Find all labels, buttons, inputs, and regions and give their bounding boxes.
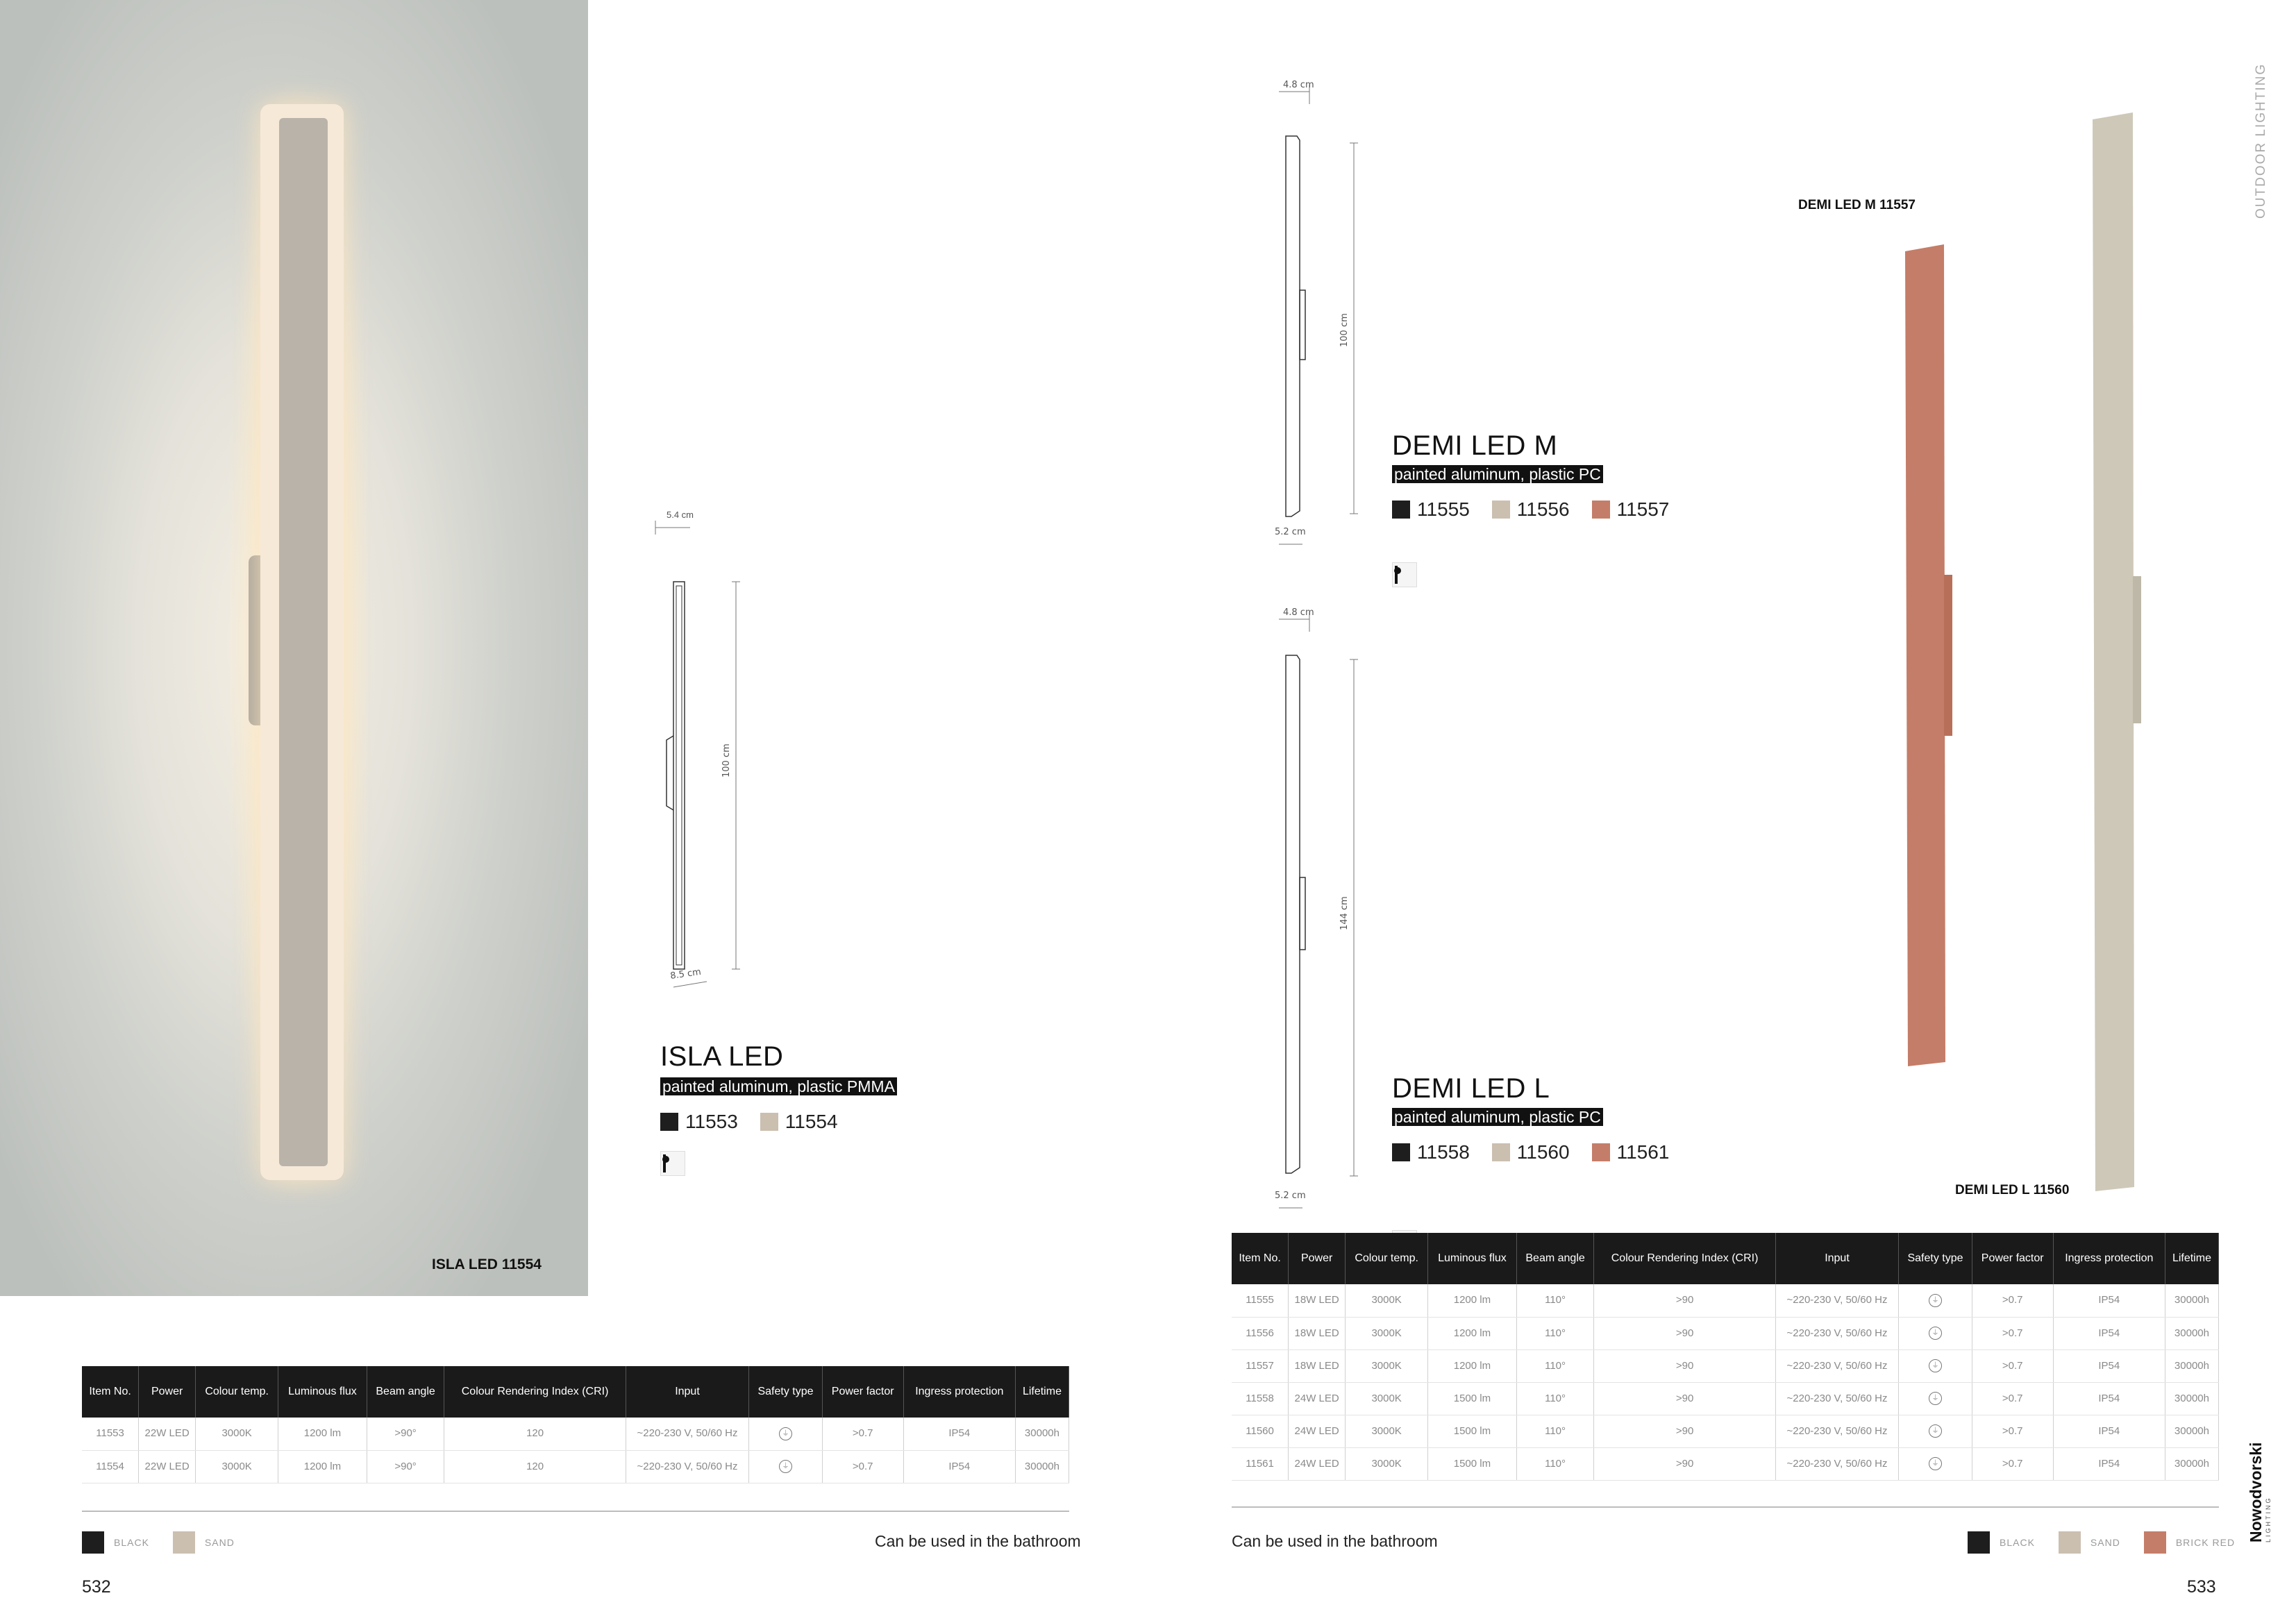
cell: 22W LED <box>139 1450 196 1483</box>
legend-item <box>82 1531 149 1554</box>
cell: >0.7 <box>1972 1284 2053 1317</box>
cell: 1500 lm <box>1428 1415 1517 1447</box>
cell: 3000K <box>1346 1382 1428 1415</box>
cell: ~220-230 V, 50/60 Hz <box>626 1418 749 1450</box>
header-cell: Power <box>1289 1233 1346 1284</box>
cell: 18W LED <box>1289 1349 1346 1382</box>
legend-item <box>2059 1531 2120 1554</box>
demi-m-material: painted aluminum, plastic PC <box>1392 465 1603 483</box>
product-photo-isla <box>0 0 588 1296</box>
variant-code: 11557 <box>1616 498 1670 520</box>
swatch-brick-red <box>2144 1531 2166 1554</box>
demi-l-material: painted aluminum, plastic PC <box>1392 1108 1603 1126</box>
cell: IP54 <box>903 1450 1015 1483</box>
cell: 30000h <box>2165 1447 2218 1480</box>
header-cell: Luminous flux <box>1428 1233 1517 1284</box>
swatch-brick-red <box>1592 1143 1610 1161</box>
cell: 1500 lm <box>1428 1447 1517 1480</box>
header-cell: Input <box>626 1366 749 1418</box>
cell: 24W LED <box>1289 1447 1346 1480</box>
cell: 30000h <box>2165 1317 2218 1349</box>
variant-11561 <box>1592 1141 1670 1163</box>
legend-label: BLACK <box>2000 1537 2035 1548</box>
demi-l-variants <box>1392 1141 1684 1163</box>
cell: 11553 <box>82 1418 139 1450</box>
header-cell: Safety type <box>1899 1233 1972 1284</box>
isla-width-label: 8.5 cm <box>669 966 702 982</box>
table-row <box>1232 1349 2219 1382</box>
table-row <box>82 1418 1069 1450</box>
photo-caption: ISLA LED 11554 <box>432 1256 542 1272</box>
cell: >90 <box>1594 1317 1775 1349</box>
swatch-sand <box>2059 1531 2081 1554</box>
cell: IP54 <box>2053 1284 2165 1317</box>
isla-spec-table <box>82 1366 1069 1483</box>
variant-11556 <box>1492 498 1570 521</box>
header-cell: Power <box>139 1366 196 1418</box>
cell: IP54 <box>2053 1447 2165 1480</box>
cell: 18W LED <box>1289 1317 1346 1349</box>
variant-11555 <box>1392 498 1470 521</box>
cell: >0.7 <box>822 1450 903 1483</box>
caption-demi-m: DEMI LED M 11557 <box>1798 198 1916 212</box>
table-row <box>1232 1382 2219 1415</box>
cell <box>1899 1284 1972 1317</box>
header-cell: Safety type <box>749 1366 822 1418</box>
cell: >0.7 <box>1972 1415 2053 1447</box>
bathroom-icon <box>660 1151 685 1176</box>
cell: ~220-230 V, 50/60 Hz <box>1775 1349 1899 1382</box>
cell: 30000h <box>2165 1415 2218 1447</box>
demi-spec-table <box>1232 1233 2219 1481</box>
header-cell: Luminous flux <box>278 1366 367 1418</box>
cell: 1200 lm <box>1428 1317 1517 1349</box>
variant-11558 <box>1392 1141 1470 1163</box>
cell <box>749 1450 822 1483</box>
table-row <box>1232 1284 2219 1317</box>
cell: >90 <box>1594 1415 1775 1447</box>
cell: >90 <box>1594 1349 1775 1382</box>
divider <box>1232 1506 2219 1508</box>
demi-m-depth-label: 4.8 cm <box>1283 80 1314 90</box>
cell: 30000h <box>2165 1284 2218 1317</box>
cell: 1200 lm <box>278 1450 367 1483</box>
table-row <box>1232 1415 2219 1447</box>
cell: 22W LED <box>139 1418 196 1450</box>
header-cell: Colour Rendering Index (CRI) <box>444 1366 626 1418</box>
isla-depth-label: 5.4 cm <box>667 510 694 520</box>
variant-11560 <box>1492 1141 1570 1163</box>
swatch-brick-red <box>1592 501 1610 519</box>
table-header-row <box>1232 1233 2219 1284</box>
cell: ~220-230 V, 50/60 Hz <box>1775 1447 1899 1480</box>
cell: >0.7 <box>1972 1382 2053 1415</box>
safety-class-icon: ⏚ <box>779 1427 792 1440</box>
cell: >90 <box>1594 1382 1775 1415</box>
cell: 11560 <box>1232 1415 1289 1447</box>
demi-m-title: DEMI LED M <box>1392 430 1558 461</box>
divider <box>82 1511 1069 1512</box>
header-cell: Ingress protection <box>903 1366 1015 1418</box>
cell: 3000K <box>1346 1415 1428 1447</box>
swatch-sand <box>1492 1143 1510 1161</box>
cell: >0.7 <box>1972 1447 2053 1480</box>
cell: >0.7 <box>1972 1317 2053 1349</box>
swatch-sand <box>173 1531 195 1554</box>
demi-l-render <box>2083 104 2159 1215</box>
cell: IP54 <box>2053 1349 2165 1382</box>
bathroom-note-left: Can be used in the bathroom <box>875 1532 1081 1550</box>
header-cell: Beam angle <box>1516 1233 1594 1284</box>
variant-11553 <box>660 1111 738 1133</box>
swatch-black <box>1392 501 1410 519</box>
legend-label: BRICK RED <box>2175 1537 2236 1548</box>
safety-class-icon: ⏚ <box>1929 1457 1942 1470</box>
demi-m-render <box>1895 236 1965 1069</box>
cell: 1200 lm <box>1428 1284 1517 1317</box>
cell: 110° <box>1516 1447 1594 1480</box>
swatch-black <box>1968 1531 1990 1554</box>
swatch-sand <box>1492 501 1510 519</box>
variant-code: 11560 <box>1516 1141 1570 1163</box>
cell: 3000K <box>1346 1349 1428 1382</box>
cell: ~220-230 V, 50/60 Hz <box>626 1450 749 1483</box>
cell: >0.7 <box>1972 1349 2053 1382</box>
cell: 120 <box>444 1450 626 1483</box>
cell: ~220-230 V, 50/60 Hz <box>1775 1317 1899 1349</box>
cell: 3000K <box>1346 1447 1428 1480</box>
cell: >90 <box>1594 1284 1775 1317</box>
cell: 24W LED <box>1289 1415 1346 1447</box>
table-header-row <box>82 1366 1069 1418</box>
demi-m-width-label: 5.2 cm <box>1275 527 1306 537</box>
brand-sub-logo: LIGHTING <box>2265 1496 2272 1542</box>
page-number-left: 532 <box>82 1577 111 1597</box>
cell: ~220-230 V, 50/60 Hz <box>1775 1382 1899 1415</box>
demi-l-width-label: 5.2 cm <box>1275 1191 1306 1201</box>
cell <box>1899 1317 1972 1349</box>
header-cell: Lifetime <box>2165 1233 2218 1284</box>
header-cell: Colour temp. <box>1346 1233 1428 1284</box>
cell: 11556 <box>1232 1317 1289 1349</box>
header-cell: Input <box>1775 1233 1899 1284</box>
safety-class-icon: ⏚ <box>1929 1359 1942 1372</box>
cell: 1200 lm <box>1428 1349 1517 1382</box>
header-cell: Power factor <box>822 1366 903 1418</box>
legend-item <box>1968 1531 2035 1554</box>
swatch-black <box>82 1531 104 1554</box>
cell: 30000h <box>1015 1450 1069 1483</box>
cell: 1200 lm <box>278 1418 367 1450</box>
legend-item <box>173 1531 235 1554</box>
isla-variants <box>660 1111 853 1133</box>
header-cell: Colour Rendering Index (CRI) <box>1594 1233 1775 1284</box>
safety-class-icon: ⏚ <box>1929 1294 1942 1307</box>
cell: 120 <box>444 1418 626 1450</box>
cell: >0.7 <box>822 1418 903 1450</box>
demi-m-variants <box>1392 498 1684 521</box>
isla-height-label: 100 cm <box>721 743 732 777</box>
section-side-label: OUTDOOR LIGHTING <box>2254 62 2268 219</box>
brand-logo: Nowodvorski <box>2247 1442 2265 1542</box>
cell: 3000K <box>196 1450 278 1483</box>
isla-dimension-drawing <box>646 500 764 1000</box>
cell: 3000K <box>196 1418 278 1450</box>
cell: 110° <box>1516 1349 1594 1382</box>
variant-code: 11561 <box>1616 1141 1670 1163</box>
cell: 110° <box>1516 1382 1594 1415</box>
header-cell: Beam angle <box>367 1366 444 1418</box>
cell: 1500 lm <box>1428 1382 1517 1415</box>
cell: 110° <box>1516 1415 1594 1447</box>
cell <box>749 1418 822 1450</box>
cell: 110° <box>1516 1317 1594 1349</box>
swatch-black <box>660 1113 678 1131</box>
safety-class-icon: ⏚ <box>1929 1424 1942 1438</box>
table-row <box>1232 1447 2219 1480</box>
demi-l-height-label: 144 cm <box>1339 896 1350 930</box>
cell: 11554 <box>82 1450 139 1483</box>
header-cell: Lifetime <box>1015 1366 1069 1418</box>
variant-code: 11555 <box>1417 498 1470 520</box>
cell: 30000h <box>1015 1418 1069 1450</box>
color-legend-left <box>82 1531 251 1554</box>
safety-class-icon: ⏚ <box>1929 1327 1942 1340</box>
page-number-right: 533 <box>2187 1577 2216 1597</box>
cell: IP54 <box>2053 1317 2165 1349</box>
bathroom-note-right: Can be used in the bathroom <box>1232 1532 1438 1550</box>
variant-code: 11553 <box>685 1111 738 1132</box>
cell: IP54 <box>2053 1415 2165 1447</box>
cell: 11555 <box>1232 1284 1289 1317</box>
demi-m-dimension-drawing <box>1271 69 1375 562</box>
safety-class-icon: ⏚ <box>779 1460 792 1473</box>
cell <box>1899 1447 1972 1480</box>
cell: 18W LED <box>1289 1284 1346 1317</box>
bathroom-icon <box>1392 562 1417 587</box>
cell: >90 <box>1594 1447 1775 1480</box>
table-row <box>82 1450 1069 1483</box>
header-cell: Colour temp. <box>196 1366 278 1418</box>
swatch-black <box>1392 1143 1410 1161</box>
demi-l-depth-label: 4.8 cm <box>1283 607 1314 618</box>
variant-code: 11558 <box>1417 1141 1470 1163</box>
cell: ~220-230 V, 50/60 Hz <box>1775 1284 1899 1317</box>
cell: 3000K <box>1346 1284 1428 1317</box>
cell: 30000h <box>2165 1349 2218 1382</box>
cell: 11561 <box>1232 1447 1289 1480</box>
safety-class-icon: ⏚ <box>1929 1392 1942 1405</box>
cell: 3000K <box>1346 1317 1428 1349</box>
variant-11557 <box>1592 498 1670 521</box>
cell <box>1899 1349 1972 1382</box>
cell: IP54 <box>2053 1382 2165 1415</box>
cell: 24W LED <box>1289 1382 1346 1415</box>
demi-l-dimension-drawing <box>1271 597 1375 1222</box>
header-cell: Ingress protection <box>2053 1233 2165 1284</box>
legend-label: SAND <box>204 1537 235 1548</box>
swatch-sand <box>760 1113 778 1131</box>
cell: IP54 <box>903 1418 1015 1450</box>
cell <box>1899 1382 1972 1415</box>
demi-m-height-label: 100 cm <box>1339 313 1350 347</box>
demi-l-title: DEMI LED L <box>1392 1073 1550 1104</box>
variant-11554 <box>760 1111 838 1133</box>
header-cell: Item No. <box>1232 1233 1289 1284</box>
caption-demi-l: DEMI LED L 11560 <box>1955 1183 2070 1197</box>
table-row <box>1232 1317 2219 1349</box>
cell: 11558 <box>1232 1382 1289 1415</box>
lamp-panel <box>279 118 328 1166</box>
cell: >90° <box>367 1450 444 1483</box>
variant-code: 11554 <box>785 1111 838 1132</box>
cell: ~220-230 V, 50/60 Hz <box>1775 1415 1899 1447</box>
legend-item <box>2144 1531 2235 1554</box>
cell: 30000h <box>2165 1382 2218 1415</box>
cell: 110° <box>1516 1284 1594 1317</box>
isla-material: painted aluminum, plastic PMMA <box>660 1077 897 1095</box>
cell <box>1899 1415 1972 1447</box>
cell: >90° <box>367 1418 444 1450</box>
legend-label: BLACK <box>114 1537 149 1548</box>
header-cell: Power factor <box>1972 1233 2053 1284</box>
header-cell: Item No. <box>82 1366 139 1418</box>
isla-title: ISLA LED <box>660 1041 784 1072</box>
color-legend-right <box>1968 1531 2235 1554</box>
cell: 11557 <box>1232 1349 1289 1382</box>
legend-label: SAND <box>2090 1537 2120 1548</box>
variant-code: 11556 <box>1516 498 1570 520</box>
